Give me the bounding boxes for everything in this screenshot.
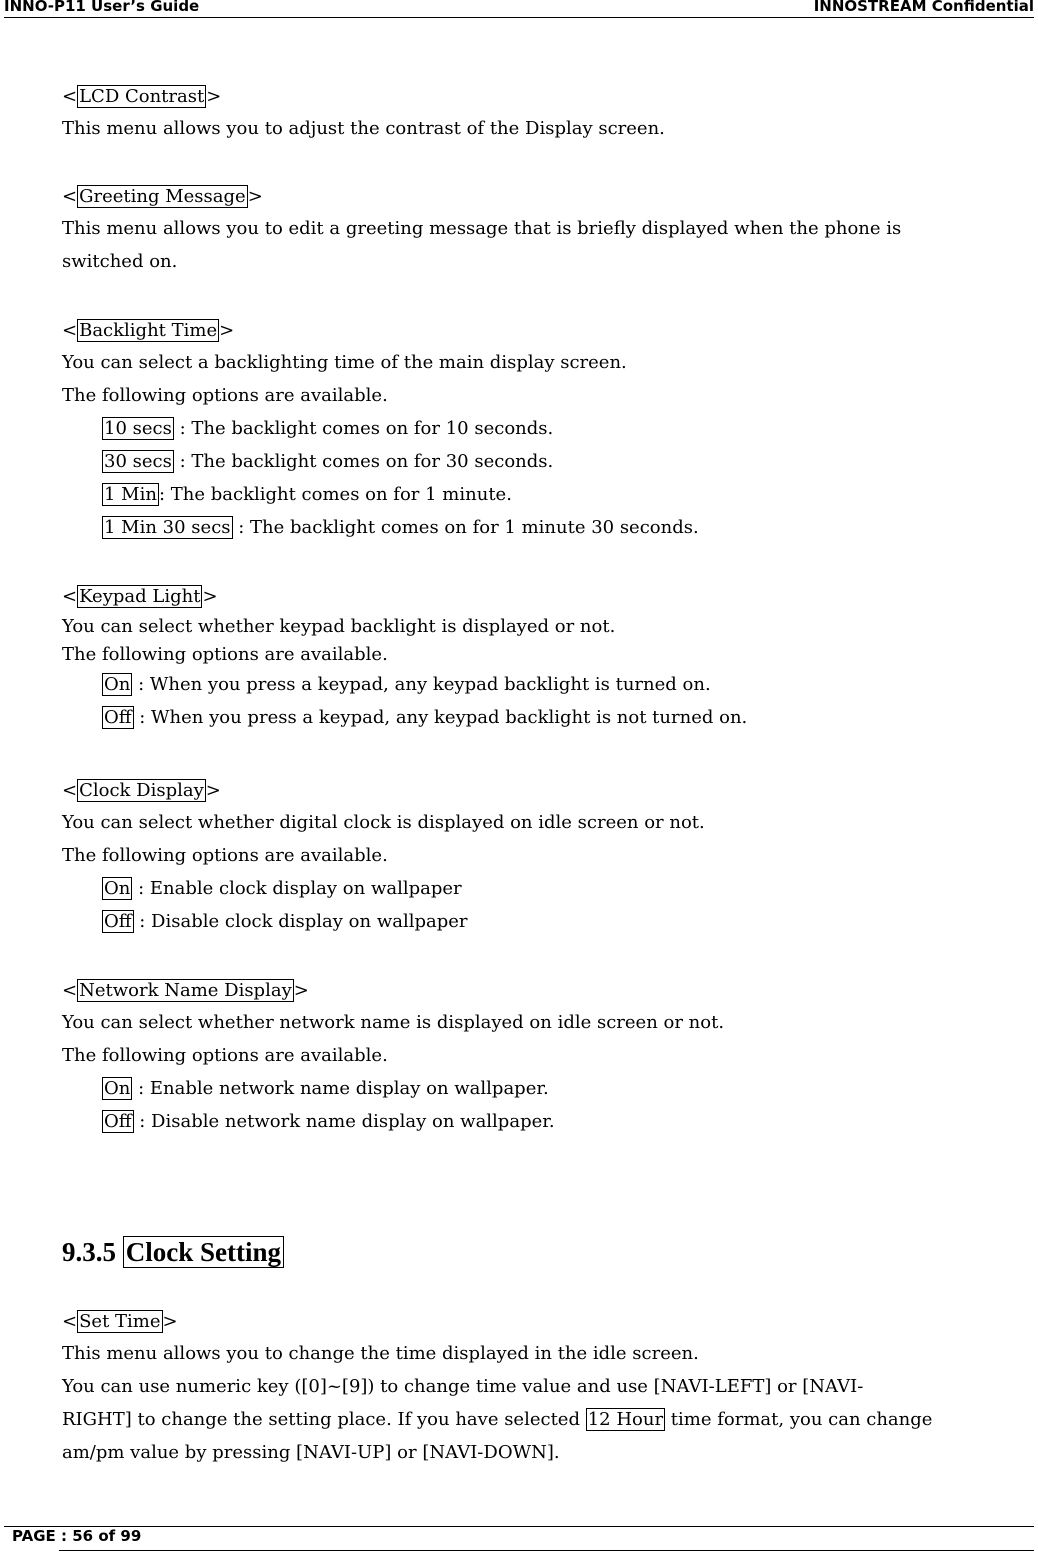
option-item: On : Enable clock display on wallpaper [104,878,462,899]
clock-display-title: Clock Display [79,780,204,801]
section-heading: < Network Name Display > [62,980,309,1001]
section-heading-clock-setting [62,1232,1022,1272]
section-lcd-contrast [62,82,1022,145]
keypad-options-intro: The following options are available. [62,644,388,665]
section-number: 9.3.5 [62,1237,123,1267]
option-item: Off : When you press a keypad, any keypad backlight is not turned on. [104,707,748,728]
option-label: Off [104,707,132,728]
backlight-desc: You can select a backlighting time of the main display screen. [62,352,627,373]
section-set-time [62,1307,1022,1469]
option-item: 30 secs : The backlight comes on for 30 seconds. [104,451,554,472]
backlight-time-title: Backlight Time [79,320,218,341]
lcd-contrast-title: LCD Contrast [79,86,205,107]
option-label: On [104,1078,131,1099]
set-time-title: Set Time [79,1311,161,1332]
section-backlight-time [62,316,1022,544]
option-label: Off [104,911,132,932]
option-item: On : When you press a keypad, any keypad backlight is turned on. [104,674,711,695]
option-label: 1 Min [104,484,157,505]
header-confidential: INNOSTREAM Confidential [813,0,1034,15]
header-title: INNO-P11 User’s Guide [4,0,200,15]
section-heading: < LCD Contrast > [62,86,222,107]
greeting-desc-line1: This menu allows you to edit a greeting message that is briefly displayed when the phone is [62,218,902,239]
section-heading: < Set Time > [62,1311,178,1332]
option-label: 1 Min 30 secs [104,517,231,538]
option-label: 10 secs [104,418,172,439]
clock-display-options-intro: The following options are available. [62,845,388,866]
option-item: 1 Min : The backlight comes on for 1 minute. [104,484,512,505]
option-label: 30 secs [104,451,172,472]
section-network-name-display [62,976,1022,1138]
option-item: Off : Disable network name display on wallpaper. [104,1111,555,1132]
page-footer [4,1526,1034,1551]
network-options-intro: The following options are available. [62,1045,388,1066]
section-keypad-light [62,582,1022,734]
set-time-para-line2: RIGHT] to change the setting place. If you have selected 12 Hour time format, you can change [62,1409,933,1430]
keypad-light-title: Keypad Light [79,586,201,607]
section-greeting-message [62,182,1022,278]
backlight-options-intro: The following options are available. [62,385,388,406]
section-clock-display [62,776,1022,938]
set-time-para-line1: You can use numeric key ([0]~[9]) to change time value and use [NAVI-LEFT] or [NAVI- [62,1376,864,1397]
network-desc: You can select whether network name is displayed on idle screen or not. [62,1012,725,1033]
section-heading: < Clock Display > [62,780,221,801]
section-heading: < Greeting Message > [62,186,263,207]
option-label: On [104,674,131,695]
clock-setting-title: Clock Setting [123,1236,284,1268]
option-item: Off : Disable clock display on wallpaper [104,911,468,932]
option-item: 10 secs : The backlight comes on for 10 seconds. [104,418,554,439]
clock-display-desc: You can select whether digital clock is displayed on idle screen or not. [62,812,705,833]
option-label: On [104,878,131,899]
page-number: PAGE : 56 of 99 [12,1527,142,1545]
keypad-desc: You can select whether keypad backlight is displayed or not. [62,616,616,637]
page-header [4,0,1034,18]
network-name-display-title: Network Name Display [79,980,292,1001]
section-heading: < Backlight Time > [62,320,235,341]
lcd-contrast-desc: This menu allows you to adjust the contrast of the Display screen. [62,118,665,139]
section-heading: < Keypad Light > [62,586,218,607]
greeting-desc-line2: switched on. [62,251,178,272]
option-label: Off [104,1111,132,1132]
hour-format-label: 12 Hour [587,1409,664,1430]
option-item: On : Enable network name display on wallpaper. [104,1078,549,1099]
option-item: 1 Min 30 secs : The backlight comes on for 1 minute 30 seconds. [104,517,699,538]
greeting-message-title: Greeting Message [79,186,246,207]
set-time-para-line3: am/pm value by pressing [NAVI-UP] or [NAVI-DOWN]. [62,1442,560,1463]
set-time-desc: This menu allows you to change the time displayed in the idle screen. [62,1343,699,1364]
